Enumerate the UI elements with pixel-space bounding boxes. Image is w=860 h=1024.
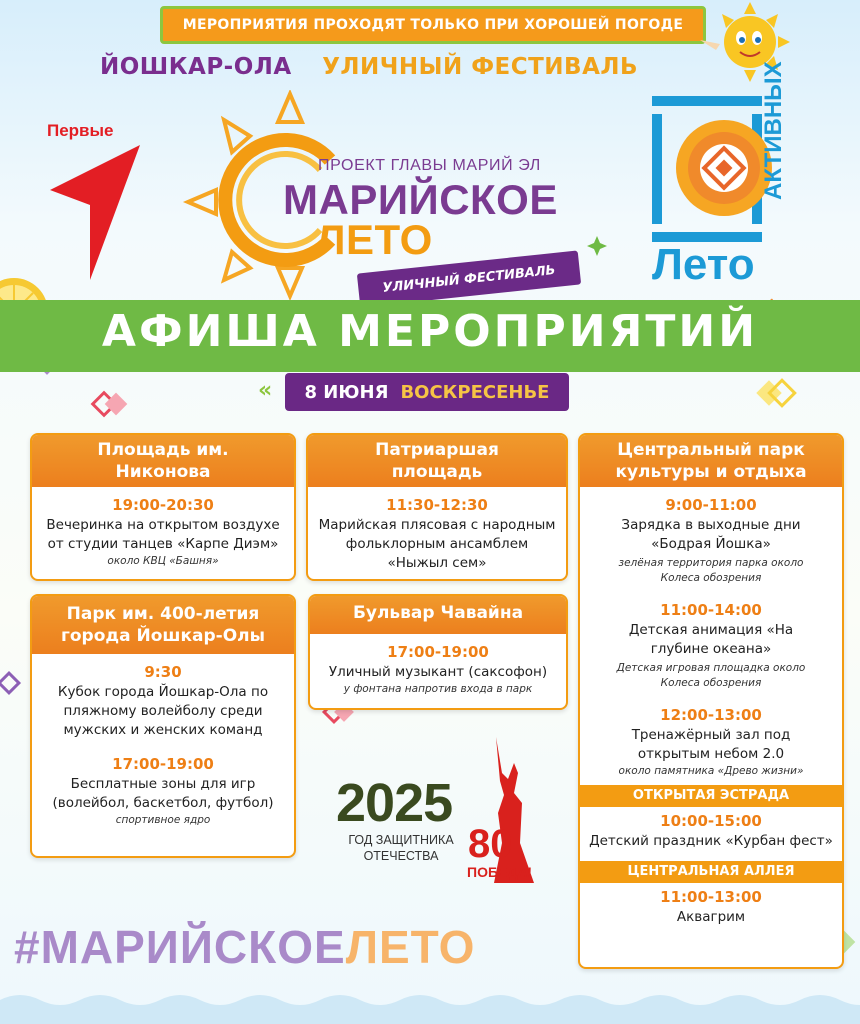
venue-title: Площадь им. Никонова bbox=[32, 435, 294, 487]
date-weekday: ВОСКРЕСЕНЬЕ bbox=[400, 381, 550, 403]
year-number: 2025 bbox=[336, 773, 453, 833]
event-note: зелёная территория парка около Колеса обозрения bbox=[618, 557, 804, 584]
hashtag-part1: #МАРИЙСКОЕ bbox=[14, 921, 346, 973]
leto-logo-text: ЛЕТО bbox=[316, 216, 433, 263]
venue-title: Патриаршая площадь bbox=[308, 435, 566, 487]
subsection-alley: ЦЕНТРАЛЬНАЯ АЛЛЕЯ bbox=[580, 861, 842, 883]
venue-title: Бульвар Чавайна bbox=[310, 596, 566, 634]
sparkle-icon bbox=[587, 236, 607, 256]
venue-card-central-park bbox=[578, 433, 844, 969]
event-title: Тренажёрный зал под открытым небом 2.0 bbox=[631, 727, 791, 762]
mariyskoe-logo-text: МАРИЙСКОЕ bbox=[283, 176, 558, 223]
page-title: АФИША МЕРОПРИЯТИЙ bbox=[101, 306, 759, 357]
event-time: 10:00-15:00 bbox=[660, 812, 762, 830]
chevron-left-icon: « bbox=[258, 378, 273, 403]
city-festival-line bbox=[100, 54, 700, 80]
event-title: Уличный музыкант (саксофон) bbox=[328, 664, 548, 680]
pervye-logo-icon bbox=[50, 145, 145, 280]
event-time: 17:00-19:00 bbox=[387, 643, 489, 661]
event-note: около КВЦ «Башня» bbox=[107, 555, 219, 567]
event-title: Бесплатные зоны для игр (волейбол, баскетбол, футбол) bbox=[52, 776, 274, 811]
event-time: 11:00-14:00 bbox=[660, 601, 762, 619]
pervye-logo-text: Первые bbox=[47, 121, 114, 140]
event-time: 9:00-11:00 bbox=[665, 496, 757, 514]
subsection-stage: ОТКРЫТАЯ ЭСТРАДА bbox=[580, 785, 842, 807]
venue-card-park400 bbox=[30, 594, 296, 858]
event-title: Марийская плясовая с народным фольклорным ансамблем «Ныжыл сем» bbox=[318, 517, 556, 571]
leto-aktivnyh-text: АКТИВНЫХ bbox=[760, 61, 787, 200]
bottom-wave bbox=[0, 995, 860, 1024]
event-note: около памятника «Древо жизни» bbox=[618, 765, 804, 777]
festival-ribbon: УЛИЧНЫЙ ФЕСТИВАЛЬ bbox=[357, 250, 581, 307]
venue-card-nikonov bbox=[30, 433, 296, 581]
event-title: Детская анимация «На глубине океана» bbox=[628, 622, 794, 657]
venue-title: Центральный парк культуры и отдыха bbox=[580, 435, 842, 487]
event-time: 11:30-12:30 bbox=[386, 496, 488, 514]
event-note: спортивное ядро bbox=[115, 814, 211, 826]
leto-aktivnyh-leto-text: Лето bbox=[652, 240, 755, 289]
event-time: 11:00-13:00 bbox=[660, 888, 762, 906]
year-subtitle: ГОД ЗАЩИТНИКА ОТЕЧЕСТВА bbox=[348, 833, 454, 863]
hashtag-part2: ЛЕТО bbox=[345, 921, 476, 973]
event-time: 19:00-20:30 bbox=[112, 496, 214, 514]
event-time: 17:00-19:00 bbox=[112, 755, 214, 773]
event-note: у фонтана напротив входа в парк bbox=[343, 683, 533, 695]
event-title: Аквагрим bbox=[676, 909, 746, 925]
date-day: 8 ИЮНЯ bbox=[304, 381, 389, 403]
event-time: 12:00-13:00 bbox=[660, 706, 762, 724]
festival-name: УЛИЧНЫЙ ФЕСТИВАЛЬ bbox=[322, 54, 639, 80]
hashtag bbox=[14, 920, 475, 974]
date-badge bbox=[285, 373, 569, 411]
project-label: ПРОЕКТ ГЛАВЫ МАРИЙ ЭЛ bbox=[318, 157, 541, 174]
event-title: Кубок города Йошкар-Ола по пляжному волейболу среди мужских и женских команд bbox=[57, 684, 269, 738]
venue-card-patriarch bbox=[306, 433, 568, 581]
event-time: 9:30 bbox=[144, 663, 182, 681]
event-title: Вечеринка на открытом воздухе от студии танцев «Карпе Диэм» bbox=[46, 517, 280, 552]
victory-number: 80 bbox=[468, 822, 513, 866]
venue-card-chavain bbox=[308, 594, 568, 710]
weather-notice-banner: МЕРОПРИЯТИЯ ПРОХОДЯТ ТОЛЬКО ПРИ ХОРОШЕЙ ПОГОДЕ bbox=[160, 6, 706, 44]
venue-title: Парк им. 400-летия города Йошкар-Олы bbox=[32, 596, 294, 654]
event-note: Детская игровая площадка около Колеса обозрения bbox=[616, 662, 806, 689]
event-title: Зарядка в выходные дни «Бодрая Йошка» bbox=[621, 517, 801, 552]
victory-text: ПОБЕДА! bbox=[467, 864, 533, 880]
city-name: ЙОШКАР-ОЛА bbox=[100, 54, 292, 80]
event-title: Детский праздник «Курбан фест» bbox=[589, 833, 833, 849]
